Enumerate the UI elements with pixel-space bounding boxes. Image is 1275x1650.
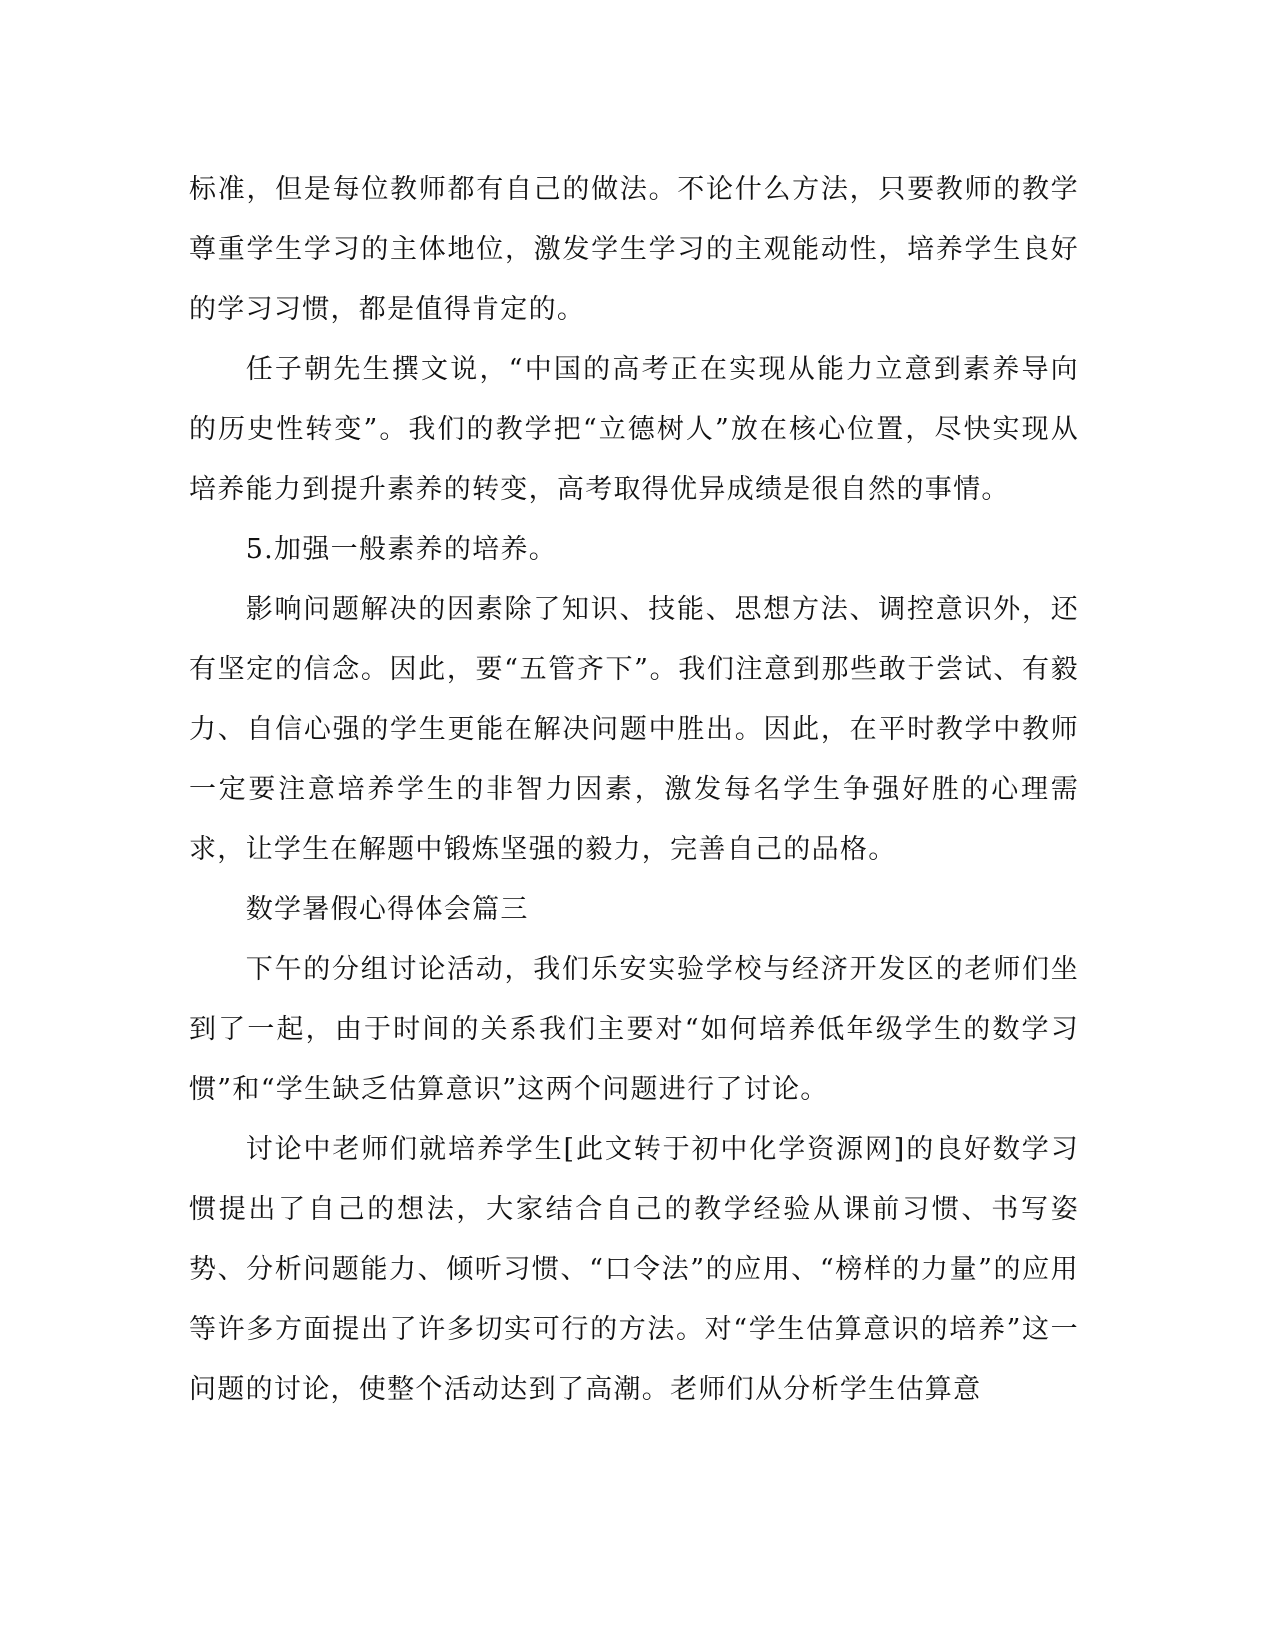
section-heading-part-three: 数学暑假心得体会篇三 [245, 894, 529, 925]
paragraph-continuation: 标准，但是每位教师都有自己的做法。不论什么方法，只要教师的教学尊重学生学习的主体地位，激发学生学习的主观能动性，培养学生良好的学习习惯，都是值得肯定的。 [189, 174, 1079, 325]
paragraph-group-discussion: 下午的分组讨论活动，我们乐安实验学校与经济开发区的老师们坐到了一起，由于时间的关系我们主要对“如何培养低年级学生的数学习惯”和“学生缺乏估算意识”这两个问题进行了讨论。 [189, 954, 1079, 1105]
paragraph-problem-solving-factors: 影响问题解决的因素除了知识、技能、思想方法、调控意识外，还有坚定的信念。因此，要“五管齐下”。我们注意到那些敢于尝试、有毅力、自信心强的学生更能在解决问题中胜出。因此，在平时教学中教师一定要注意培养学生的非智力因素，激发每名学生争强好胜的心理需求，让学生在解题中锻炼坚强的毅力，完善自己的品格。 [189, 594, 1079, 865]
document-body [189, 160, 1079, 1420]
paragraph-college-entrance-exam: 任子朝先生撰文说，“中国的高考正在实现从能力立意到素养导向的历史性转变”。我们的教学把“立德树人”放在核心位置，尽快实现从培养能力到提升素养的转变，高考取得优异成绩是很自然的事情。 [189, 354, 1079, 505]
paragraph-discussion-details: 讨论中老师们就培养学生[此文转于初中化学资源网]的良好数学习惯提出了自己的想法，大家结合自己的教学经验从课前习惯、书写姿势、分析问题能力、倾听习惯、“口令法”的应用、“榜样的力量”的应用等许多方面提出了许多切实可行的方法。对“学生估算意识的培养”这一问题的讨论，使整个活动达到了高潮。老师们从分析学生估算意 [189, 1134, 1079, 1405]
section-heading-general-literacy: 5.加强一般素养的培养。 [245, 534, 558, 565]
